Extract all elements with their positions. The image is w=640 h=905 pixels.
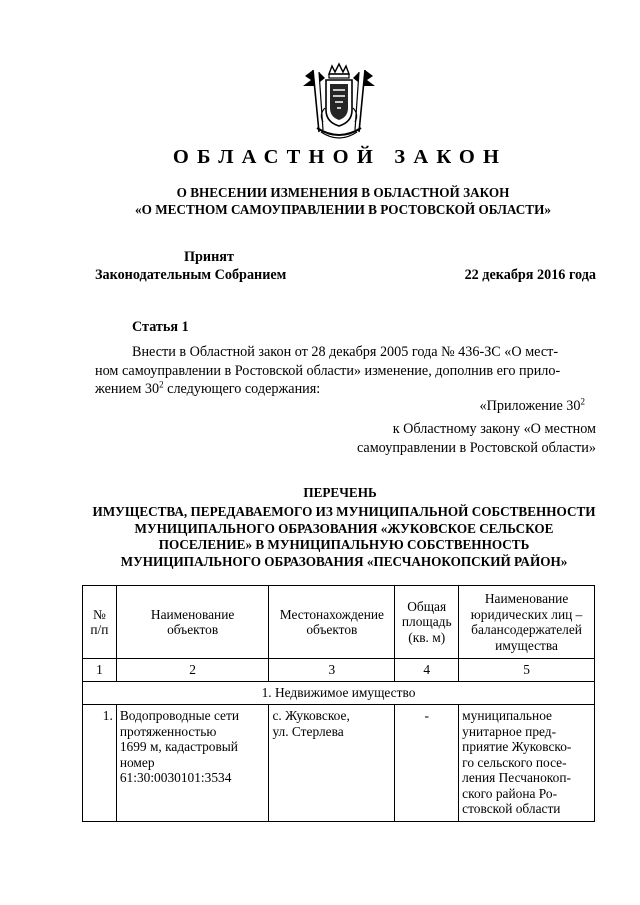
adopted-by: Законодательным Собранием (95, 267, 287, 283)
header-text: (кв. м) (408, 629, 446, 645)
object-name (116, 705, 269, 822)
cell-line: Водопроводные сети (119, 708, 240, 723)
header-cell-area (395, 586, 459, 659)
cell-line: ского района Ро- (462, 785, 558, 801)
cell-line: стовской области (462, 801, 561, 816)
superscript: 2 (159, 379, 164, 390)
header-text: площадь (401, 614, 452, 630)
column-number: 1 (83, 659, 117, 682)
article-text-line: ном самоуправлении в Ростовской области» изменение, дополнив его прило- (95, 362, 561, 379)
article-heading: Статья 1 (132, 319, 189, 335)
column-number-row (83, 659, 595, 682)
cell-line: ул. Стерлева (272, 723, 344, 739)
header-text: балансодержателей (471, 622, 582, 637)
article-text-line: Внести в Областной закон от 28 декабря 2005 года № 436-ЗС «О мест- (132, 344, 559, 360)
list-sub-line: ПОСЕЛЕНИЕ» В МУНИЦИПАЛЬНУЮ СОБСТВЕННОСТЬ (158, 537, 530, 552)
column-number: 3 (269, 659, 395, 682)
adopted-date: 22 декабря 2016 года (464, 267, 596, 283)
header-text: объектов (306, 622, 358, 637)
cell-line: с. Жуковское, (272, 708, 350, 723)
list-sub-line: МУНИЦИПАЛЬНОГО ОБРАЗОВАНИЯ «ПЕСЧАНОКОПСКИЙ РАЙОН» (120, 553, 568, 569)
cell-line: протяженностью (119, 723, 217, 739)
cell-line: 1699 м, кадастровый (119, 739, 238, 754)
column-number: 4 (395, 659, 459, 682)
coat-of-arms-icon (299, 62, 379, 144)
header-text: Местонахождение (279, 606, 384, 622)
header-text: Наименование (484, 591, 569, 606)
article-text-fragment: следующего содержания: (163, 381, 321, 397)
header-text: № (93, 606, 106, 622)
header-text: имущества (495, 637, 558, 653)
header-text: п/п (90, 622, 109, 637)
header-text: Наименование (150, 606, 235, 622)
header-text: объектов (167, 622, 219, 637)
appendix-ref-line: самоуправлении в Ростовской области» (356, 439, 596, 456)
list-heading: ПЕРЕЧЕНЬ (303, 485, 377, 500)
object-area: - (395, 705, 459, 822)
header-cell-number (83, 586, 117, 659)
header-cell-location (269, 586, 395, 659)
list-subheading (84, 504, 604, 570)
article-text-fragment: жением 30 (95, 381, 160, 397)
cell-line: приятие Жуковско- (462, 739, 572, 754)
cell-line: унитарное пред- (462, 723, 557, 739)
document-title: ОБЛАСТНОЙ ЗАКОН (172, 146, 508, 168)
subtitle-line: «О МЕСТНОМ САМОУПРАВЛЕНИИ В РОСТОВСКОЙ ОБЛАСТИ» (135, 202, 551, 217)
header-text: Общая (407, 598, 447, 614)
article-text-line (95, 380, 595, 399)
table-header-row (83, 586, 595, 659)
list-sub-line: ИМУЩЕСТВА, ПЕРЕДАВАЕМОГО ИЗ МУНИЦИПАЛЬНОЙ СОБСТВЕННОСТИ (92, 504, 596, 519)
column-number: 5 (459, 659, 595, 682)
header-text: юридических лиц – (470, 606, 583, 622)
cell-line: 61:30:0030101:3534 (119, 770, 232, 785)
object-location (269, 705, 395, 822)
header-cell-holder (459, 586, 595, 659)
header-cell-name (116, 586, 269, 659)
cell-line: муниципальное (462, 708, 552, 723)
property-table (82, 585, 595, 822)
superscript: 2 (580, 396, 585, 407)
column-number: 2 (116, 659, 269, 682)
section-row (83, 682, 595, 705)
balance-holder (459, 705, 595, 822)
row-number: 1. (83, 705, 117, 822)
document-subtitle (80, 184, 606, 218)
list-sub-line: МУНИЦИПАЛЬНОГО ОБРАЗОВАНИЯ «ЖУКОВСКОЕ СЕЛЬСКОЕ (134, 520, 554, 536)
cell-line: го сельского посе- (462, 754, 567, 770)
adopted-label: Принят (184, 249, 234, 265)
appendix-title (480, 398, 585, 415)
table-row (83, 705, 595, 822)
cell-line: номер (119, 754, 155, 770)
cell-line: ления Песчанокоп- (462, 770, 571, 785)
subtitle-line: О ВНЕСЕНИИ ИЗМЕНЕНИЯ В ОБЛАСТНОЙ ЗАКОН (176, 185, 510, 200)
article-body (95, 343, 595, 399)
appendix-reference (336, 420, 596, 457)
appendix-title-text: «Приложение 30 (479, 398, 581, 414)
section-title: 1. Недвижимое имущество (83, 682, 595, 705)
appendix-ref-line: к Областному закону «О местном (392, 421, 596, 437)
